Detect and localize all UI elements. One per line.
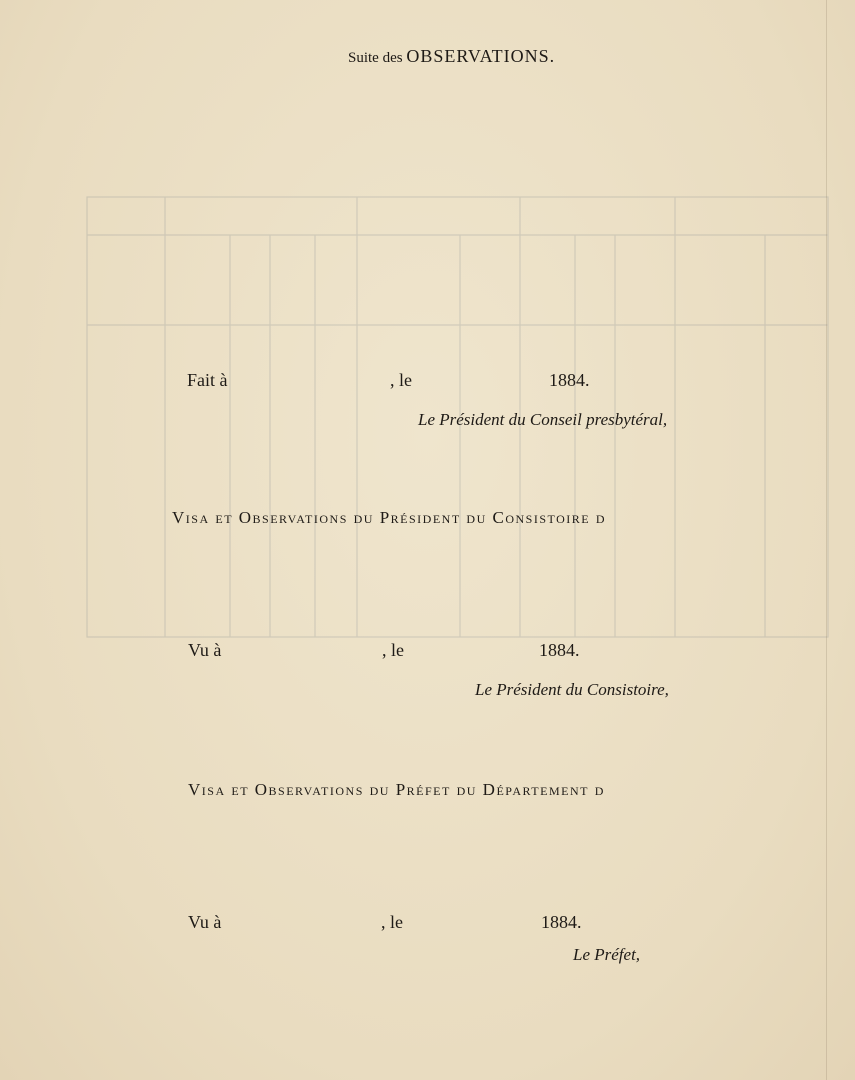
section1-place-label: Fait à — [187, 370, 228, 390]
section2-place-label: Vu à — [188, 640, 222, 660]
section3-signature: Le Préfet, — [573, 945, 641, 964]
section1-year: 1884. — [549, 370, 590, 390]
section2-signature: Le Président du Consistoire, — [475, 680, 669, 699]
section1-signature: Le Président du Conseil presbytéral, — [418, 410, 668, 429]
section1-date-label: , le — [390, 370, 412, 390]
section3-date-label: , le — [381, 912, 403, 932]
section3-place-label: Vu à — [188, 912, 222, 932]
section2-date-label: , le — [382, 640, 404, 660]
section3-heading: Visa et Observations du Préfet du Département d — [188, 780, 605, 799]
section2-year: 1884. — [539, 640, 580, 660]
page-header — [348, 46, 555, 67]
section3-year: 1884. — [541, 912, 582, 932]
section2-heading: Visa et Observations du Président du Consistoire d — [172, 508, 607, 527]
header-prefix: Suite des — [348, 50, 403, 66]
header-title: OBSERVATIONS. — [406, 46, 556, 66]
page-edge-line — [826, 0, 827, 1080]
